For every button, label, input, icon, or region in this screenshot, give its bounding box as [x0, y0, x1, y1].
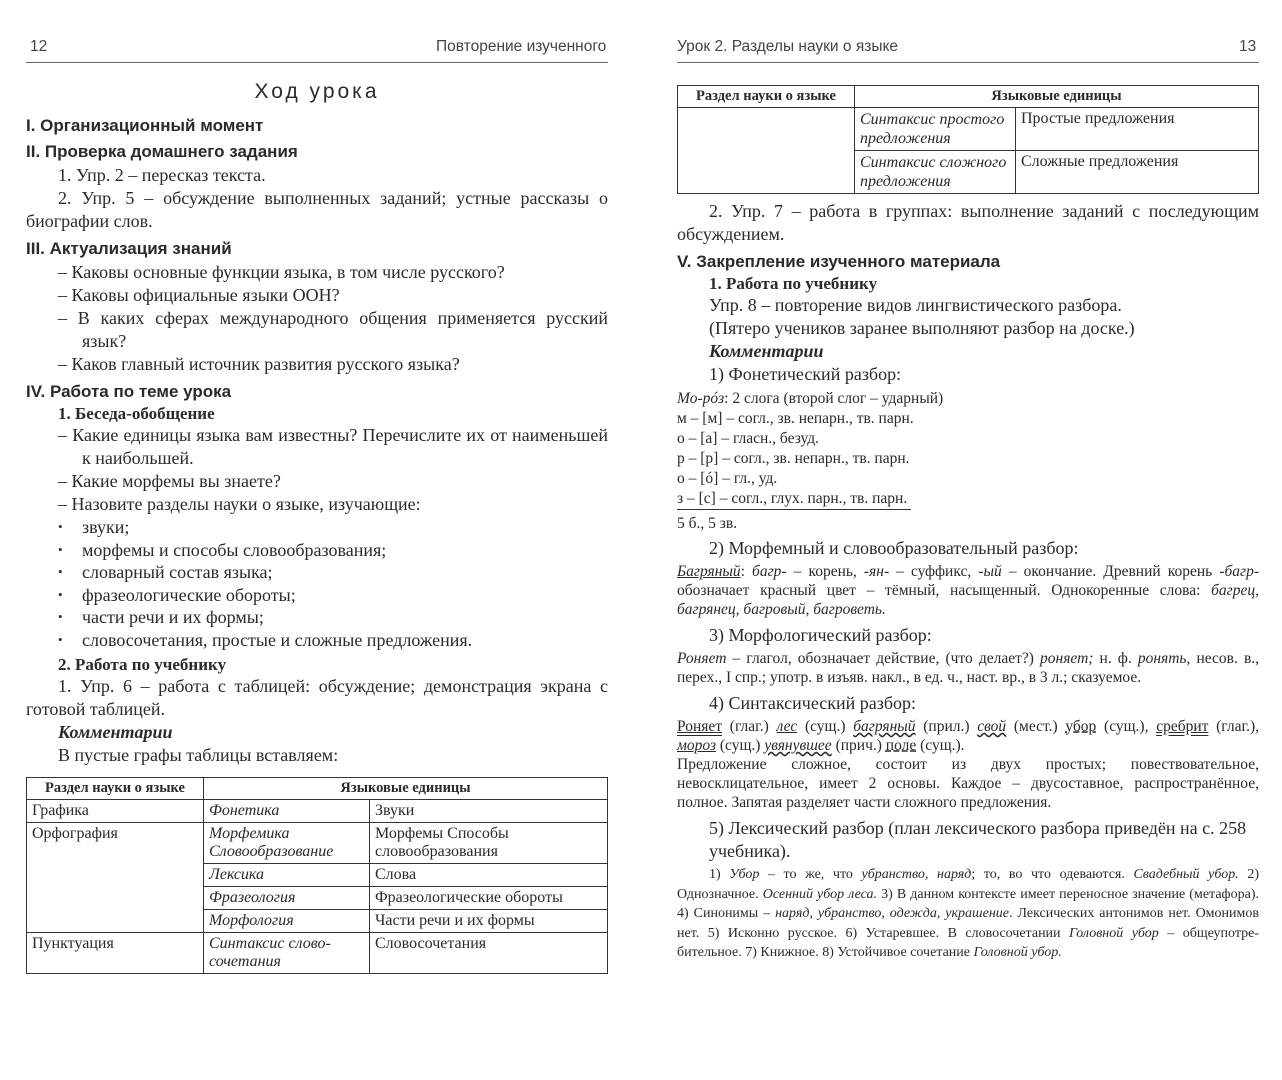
syntactic-sentence [677, 717, 1259, 755]
lexical-text [677, 865, 1259, 963]
lex-text: 1) [709, 867, 730, 882]
running-head-right: Урок 2. Разделы науки о языке [677, 38, 899, 55]
phonetic-total: 5 б., 5 зв. [677, 515, 738, 532]
phonetic-word-line [677, 389, 1259, 409]
lex-text: Головной убор [1069, 925, 1159, 941]
syn-word: свой [977, 718, 1007, 735]
bullet-item: • морфемы и способы словообразования; [26, 539, 608, 562]
sections-table [26, 777, 608, 974]
table-cell: Фонетика [204, 800, 370, 823]
header-rule-right [677, 62, 1259, 63]
table-row [27, 933, 608, 974]
table-cell: Синтаксис простого предложения [855, 108, 1016, 151]
phonetic-line: о – [а] – гласн., безуд. [677, 430, 820, 447]
phonetic-block [677, 389, 1259, 534]
table-row [27, 800, 608, 823]
table-cell: Морфемика Словообразование [204, 823, 370, 864]
lex-text: – то же, что [759, 867, 862, 882]
table-cell: Звуки [370, 800, 608, 823]
morph-cognates: багрец, багрянец, багровый, багроветь. [677, 582, 1259, 618]
table-header-section: Раздел науки о языке [678, 86, 855, 108]
syn-word: поле [885, 737, 917, 754]
lex-text: . Лексических антонимов нет. Омонимов нет. 5) Исконно русское. 6) Устаревшее. В словосочетании [677, 906, 1259, 941]
question-item: – Какие морфемы вы знаете? [58, 471, 281, 491]
morphemic-text [677, 562, 1259, 619]
table-cell: Части речи и их формы [370, 910, 608, 933]
question-item: – Назовите разделы науки о языке, изучающие: [58, 494, 421, 514]
morph-word: роняет; [1040, 650, 1094, 667]
analysis-heading-lexical: 5) Лексический разбор (план лексического разбора приведён на с. 258 учебника). [709, 818, 1247, 861]
morph-text: : [740, 563, 753, 580]
table-header-units: Языковые единицы [204, 778, 608, 800]
morph-ending: -ый [978, 563, 1002, 580]
table-row [27, 823, 608, 864]
phonetic-word: Мо-рóз [677, 390, 725, 407]
analysis-heading-morphological: 3) Морфологический разбор: [709, 625, 932, 645]
running-head-left: Повторение изученного [436, 38, 607, 55]
table-cell: Слова [370, 864, 608, 887]
section-heading-5: V. Закрепление изученного материала [677, 252, 1001, 271]
analysis-heading-phonetic: 1) Фонетический разбор: [709, 364, 902, 384]
right-content [677, 85, 1259, 963]
table-cell: Простые предложения [1016, 108, 1259, 151]
lex-text: ; то, во что одеваются. [971, 867, 1134, 882]
exercise-8-note: (Пятеро учеников заранее выполняют разбор на доске.) [709, 318, 1135, 338]
table-cell: Синтаксис словосочетания [204, 933, 370, 974]
syn-pos: (мест.) [1006, 718, 1066, 735]
section-heading-3: III. Актуализация знаний [26, 239, 232, 258]
header-rule-left [26, 62, 608, 63]
morph-text: , несов. в., перех., I спр.; употр. в изъяв. накл., в ед. ч., наст. вр., в 3 л.; сказуемое. [677, 650, 1260, 686]
table-cell: Сложные предложения [1016, 151, 1259, 194]
table-cell: Пунктуация [27, 933, 204, 974]
question-item: – Каков главный источник развития русского языка? [58, 354, 460, 374]
morph-suffix: -ян- [863, 563, 890, 580]
syn-pos: (сущ.), [1096, 718, 1157, 735]
table-header-row [678, 86, 1259, 108]
morph-text: н. ф. [1093, 650, 1138, 667]
hw-item-2: 2. Упр. 5 – обсуждение выполненных заданий; устные рассказы о биографии слов. [26, 188, 608, 231]
morph-text: – окончание. Древний корень [1001, 563, 1220, 580]
syn-word: багряный [853, 718, 916, 735]
hw-item-1: 1. Упр. 2 – пересказ текста. [58, 165, 266, 185]
right-page [641, 0, 1282, 1080]
table-cell: Морфология [204, 910, 370, 933]
morph-word: Багряный [677, 563, 741, 580]
lex-text: убранство, наряд [861, 867, 972, 882]
syn-word: убор [1065, 718, 1097, 735]
table-header-row [27, 778, 608, 800]
table-cell: Синтаксис сложного предложения [855, 151, 1016, 194]
lesson-title: Ход урока [254, 80, 380, 103]
syn-word: лес [776, 718, 798, 735]
page-number-left: 12 [30, 38, 48, 55]
subheading-conversation: 1. Беседа-обобщение [58, 404, 215, 423]
syn-pos: (прил.) [915, 718, 978, 735]
lex-text: 2) Однозначное. [677, 867, 1259, 902]
bullet-item: • словарный состав языка; [26, 561, 608, 584]
lex-text: – общеупотребительное. 7) Книжное. 8) Устойчивое сочетание [677, 925, 1259, 960]
table-cell-empty [678, 108, 855, 194]
lex-text: Осенний убор леса. [762, 886, 878, 902]
syn-pos: (глаг.), [1208, 718, 1260, 735]
analysis-heading-syntactic: 4) Синтаксический разбор: [709, 693, 917, 713]
morph-text: обозначает красный цвет – тёмный, насыщенный. Однокоренные слова: [677, 582, 1212, 599]
bullet-item: • фразеологические обороты; [26, 584, 608, 607]
comments-label-right: Комментарии [709, 341, 824, 361]
morph-text: – глагол, обозначает действие, (что делает?) [726, 650, 1040, 667]
lex-text: 3) В данном контексте имеет переносное значение (метафора). 4) Синонимы – [677, 886, 1259, 921]
lex-text: Свадебный убор. [1133, 867, 1239, 882]
phonetic-line: о – [ó] – гл., уд. [677, 470, 778, 487]
morph-text: – суффикс, [889, 563, 979, 580]
bullet-item: • части речи и их формы; [26, 606, 608, 629]
table-cell: Фразеологические обороты [370, 887, 608, 910]
table-cell: Лексика [204, 864, 370, 887]
table-cell: Графика [27, 800, 204, 823]
syn-word: мороз [677, 737, 716, 754]
phonetic-line: м – [м] – согл., зв. непарн., тв. парн. [677, 410, 914, 427]
morph-word: ронять [1137, 650, 1187, 667]
table-header-units: Языковые единицы [855, 86, 1259, 108]
phonetic-line: з – [с] – согл., глух. парн., тв. парн. [677, 489, 911, 510]
subheading-textbook-right: 1. Работа по учебнику [709, 274, 878, 293]
syn-pos: (прич.) [831, 737, 886, 754]
morph-text: – корень, [786, 563, 864, 580]
comments-label: Комментарии [58, 722, 173, 742]
question-item: – Какие единицы языка вам известны? Перечислите их от наименьшей к наибольшей. [58, 425, 608, 468]
page-number-right: 13 [1239, 38, 1257, 55]
syntactic-description: Предложение сложное, состоит из двух простых; повествовательное, невосклицательное, имеет 2 основы. Каждое – двусоставное, распространённое, полное. Запятая разделяет части сложного предложения. [677, 756, 1259, 811]
table-row [678, 108, 1259, 151]
syntax-table [677, 85, 1259, 194]
table-task-text: 1. Упр. 6 – работа с таблицей: обсуждение; демонстрация экрана с готовой таблицей. [26, 676, 608, 719]
fill-instruction: В пустые графы таблицы вставляем: [58, 745, 339, 765]
syn-pos: (сущ.). [916, 737, 965, 754]
morph-word: Роняет [677, 650, 727, 667]
subheading-textbook: 2. Работа по учебнику [58, 655, 227, 674]
section-heading-4: IV. Работа по теме урока [26, 382, 232, 401]
morph-root: багр- [752, 563, 787, 580]
lex-text: Убор [729, 867, 760, 882]
lex-text: наряд, убранство, одежда, украшение [775, 906, 1009, 921]
syn-word: увянувшее [764, 737, 832, 754]
morphological-text [677, 649, 1259, 687]
syn-word: сребрит [1156, 718, 1209, 735]
phonetic-line: р – [р] – согл., зв. непарн., тв. парн. [677, 450, 910, 467]
table-cell: Словосочетания [370, 933, 608, 974]
table-cell: Орфография [27, 823, 204, 933]
question-item: – Каковы официальные языки ООН? [58, 285, 340, 305]
section-heading-2: II. Проверка домашнего задания [26, 142, 298, 161]
table-cell: Морфемы Способы словообразования [370, 823, 608, 864]
phonetic-syllables: : 2 слога (второй слог – ударный) [724, 390, 944, 407]
table-cell: Фразеология [204, 887, 370, 910]
analysis-heading-morphemic: 2) Морфемный и словообразовательный разбор: [709, 538, 1079, 558]
group-task: 2. Упр. 7 – работа в группах: выполнение заданий с последующим обсуждением. [677, 201, 1259, 244]
bullet-item: • звуки; [26, 516, 608, 539]
syn-pos: (сущ.) [716, 737, 765, 754]
question-item: – В каких сферах международного общения применяется русский язык? [58, 308, 608, 351]
exercise-8: Упр. 8 – повторение видов лингвистического разбора. [709, 295, 1122, 315]
syn-word: Роняет [677, 718, 723, 735]
syn-pos: (глаг.) [722, 718, 777, 735]
left-content [26, 64, 608, 974]
morph-ancient-root: -багр- [1219, 563, 1260, 580]
question-item: – Каковы основные функции языка, в том числе русского? [58, 262, 505, 282]
syn-pos: (сущ.) [797, 718, 854, 735]
section-heading-1: I. Организационный момент [26, 116, 264, 135]
table-header-section: Раздел науки о языке [27, 778, 204, 800]
lex-text: Головной убор. [973, 945, 1062, 960]
bullet-item: • словосочетания, простые и сложные предложения. [26, 629, 608, 652]
